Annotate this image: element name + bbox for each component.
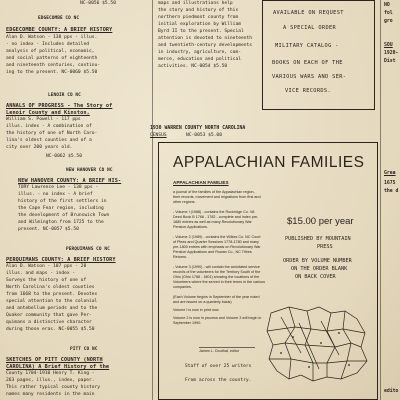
entry-line: ing to the present. NC-0060 $5.50 — [6, 70, 98, 75]
entry-line: illus. and maps - index - — [6, 271, 76, 276]
ad-order: ORDER BY VOLUME NUMBER — [283, 258, 352, 264]
edge-text: Grea — [384, 171, 396, 176]
entry-line: present. NC-0057 $5.50 — [18, 227, 79, 232]
warren-census-code: CENSUS — [150, 133, 167, 138]
entry-ref: PITT CO NC — [70, 347, 98, 352]
desc-line: the story and history of this — [158, 8, 239, 13]
desc-line: activities. NC-0054 $5.50 — [158, 64, 228, 69]
warren-census-logo: 1930 WARREN COUNTY NORTH CAROLINA — [150, 126, 246, 131]
entry-line: County 1704-1910 Henry T. King - — [6, 371, 95, 376]
military-line: MILITARY CATALOG - — [275, 43, 339, 49]
ad-text: Volume 2 is now in process and Volume 3 will begin in — [173, 316, 262, 320]
entry-line: - no index - Includes detailed — [6, 42, 89, 47]
entry-line: TORY Lawrence Lee - 138 pps - — [18, 185, 99, 190]
ad-text: 1880 entries as well as many Revolutionary War — [173, 220, 252, 224]
warren-census-price: NC-0053 $5.00 — [186, 133, 222, 138]
entry-line: special attention to the colonial — [6, 299, 98, 304]
desc-line: initial exploration by William — [158, 22, 241, 27]
entry-line: names many residents in the main — [6, 392, 95, 397]
ad-text: - Volume 2 (1989) - contains the Wilkes Co. NC Court — [173, 235, 261, 239]
desc-line: Byrd II to the present. Special — [158, 29, 244, 34]
ad-text: their records, movement and migrations from first and — [173, 195, 261, 199]
entry-line: Quaker community that gave Per- — [6, 313, 92, 318]
ad-text: September 1990. — [173, 321, 202, 325]
military-line: BOOKS ON EACH OF THE — [272, 60, 343, 66]
ad-text: - Volume 3 (1990) - will contain the annotated service — [173, 265, 260, 269]
entry-line: quimans a distinctive character — [6, 320, 92, 325]
ad-text: companies. — [173, 285, 192, 289]
entry-line: lina's oldest counties and of a — [6, 138, 92, 143]
entry-ref: EDGECOMBE CO NC — [38, 16, 80, 21]
entry-line: 263 pages, illus., index, paper. — [6, 378, 95, 383]
entry-line: NC-0062 $5.50 — [46, 154, 82, 159]
entry-ref: PERQUIMANS CO NC — [66, 247, 110, 252]
ad-publisher: PRESS — [317, 244, 333, 250]
entry-line: Alan D. Watson - 107 pps - 28 — [6, 264, 87, 269]
entry-line: and Wilmington from 1725 to the — [18, 220, 104, 225]
entry-line: and social patterns of eighteenth — [6, 56, 98, 61]
entry-line: illus. index - A combination of — [6, 124, 92, 129]
entry-line: during those eras. NC-0055 $5.50 — [6, 327, 95, 332]
entry-line: the Cape Fear region, including — [18, 206, 104, 211]
edge-text: gro — [384, 19, 393, 24]
ad-text: a journal of the families of the Appalachian region, — [173, 190, 255, 194]
entry-line: This rather typical county history — [6, 385, 101, 390]
ad-order: ON BACK COVER — [295, 274, 336, 280]
ad-text: (Each Volume begins in September of the year noted — [173, 295, 260, 299]
military-line: VICE RECORDS. — [285, 88, 332, 94]
ad-staff: Staff of over 25 writers — [185, 364, 252, 369]
entry-line: and antebellum periods and to the — [6, 306, 98, 311]
ad-text: Volume I is now in print now — [173, 308, 219, 312]
military-line: VARIOUS WARS AND SER- — [272, 74, 347, 80]
military-line: A SPECIAL ORDER — [283, 25, 337, 31]
entry-title: EDGECOMBE COUNTY: A BRIEF HISTORY — [6, 27, 113, 33]
military-catalog-box — [262, 0, 375, 110]
edge-text: 1675 — [384, 181, 396, 186]
entry-title: SKETCHES OF PITT COUNTY (NORTH — [6, 357, 103, 363]
entry-line: city over 200 years old. — [6, 145, 73, 150]
entry-line: illus. - no index - A brief — [18, 192, 93, 197]
entry-line: the history of one of North Caro- — [6, 131, 98, 136]
ad-text: Pension Applications and Rowan Co., NC Tithes — [173, 250, 252, 254]
entry-line: and nineteenth centuries, continu- — [6, 63, 101, 68]
ad-subhead: APPALACHIAN FAMILIES — [173, 180, 229, 185]
ad-price: $15.00 per year — [287, 216, 354, 227]
top-left-stub: NC-0056 $5.50 — [80, 1, 116, 6]
ad-text: Volunteers where the served in their terms in the various — [173, 280, 266, 284]
ad-text: Pension Applications. — [173, 225, 209, 229]
entry-line: CAROLINA) A Brief History of the — [6, 364, 110, 370]
entry-line: Surveys the history of one of — [6, 278, 87, 283]
edge-text: edito — [384, 389, 399, 394]
entry-line: William S. Powell - 117 pps — [6, 117, 81, 122]
appalachian-families-ad — [158, 142, 378, 400]
desc-line: northern piedmont county from — [158, 15, 239, 20]
ad-states: From across the country. — [185, 378, 252, 383]
edge-text: NO — [384, 3, 390, 8]
desc-line: in industry, agriculture, com- — [158, 50, 241, 55]
entry-ref: LENOIR CO NC — [48, 93, 81, 98]
entry-line: history of the first settlers in — [18, 199, 107, 204]
entry-title: PERQUIMANS COUNTY: A BRIEF HISTORY — [6, 257, 116, 263]
column-rule-right — [380, 0, 381, 400]
ad-text: and are issued on a quarterly basis) — [173, 300, 232, 304]
entry-ref: NEW HANOVER CO NC — [66, 168, 113, 173]
desc-line: and twentieth-century developments — [158, 43, 253, 48]
appalachian-region-map — [261, 303, 373, 385]
ad-text: records of the volunteers for the Territory South of the — [173, 270, 261, 274]
desc-line: merce, education and political — [158, 57, 241, 62]
ad-text: pre-1800 entries with emphasis on Revolutionary War — [173, 245, 261, 249]
ad-publisher: PUBLISHED BY MOUNTAIN — [285, 236, 351, 242]
ad-text: Ohio (Ohio 1788 - 1801) showing the locations of the — [173, 275, 260, 279]
entry-line: Alan D. Watson - 138 pps - illus. — [6, 35, 98, 40]
edge-text: fol — [384, 11, 393, 16]
entry-line: the development of Brunswick Town — [18, 213, 110, 218]
ad-text: Deed Book B 1766 - 1782 - complete and index pre- — [173, 215, 259, 219]
ad-headline: APPALACHIAN FAMILIES — [173, 154, 365, 171]
ad-text: Returns. — [173, 255, 187, 259]
military-line: AVAILABLE ON REQUEST — [273, 10, 344, 16]
ad-signature: James L. Douthat, editor — [199, 349, 240, 353]
desc-line: maps and illustrations help — [158, 1, 233, 6]
edge-text: 1920- — [384, 51, 399, 56]
ad-text: - Volume I (1988) - contains the Rockridge Co. VA — [173, 210, 255, 214]
edge-text: Dist — [384, 59, 396, 64]
edge-text: SOU — [384, 43, 393, 48]
entry-title: ANNALS OF PROGRESS - The Story of — [6, 103, 113, 109]
entry-line: Lenoir County and Kinston, — [6, 110, 90, 116]
ad-text: of Pleas and Quarter Sessions 1778-1780 and many — [173, 240, 259, 244]
entry-line: from 1668 to the present. Devotes — [6, 292, 98, 297]
ad-order: ON THE ORDER BLANK — [291, 266, 348, 272]
ad-text: other regions. — [173, 200, 196, 204]
edge-text: the d — [384, 189, 399, 194]
entry-line: North Carolina's oldest counties — [6, 285, 95, 290]
entry-line: analysis of political, economic, — [6, 49, 95, 54]
signature-rule — [199, 347, 255, 348]
desc-line: attention is devoted to nineteenth — [158, 36, 253, 41]
column-rule-left — [152, 0, 153, 400]
entry-title: NEW HANOVER COUNTY: A BRIEF HIS- — [18, 178, 122, 184]
